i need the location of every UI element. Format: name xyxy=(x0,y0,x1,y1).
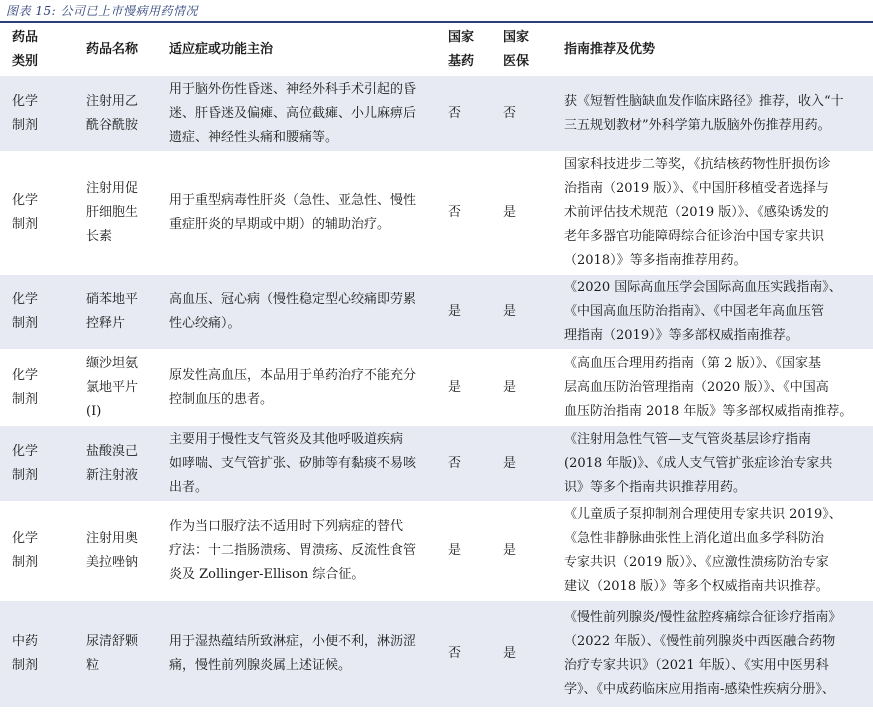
cell-type: 中药 制剂 xyxy=(0,601,68,707)
figure-caption: 图表 15: 公司已上市慢病用药情况 xyxy=(6,4,198,18)
cell-national-insurance: 是 xyxy=(493,275,552,349)
cell-national-insurance: 否 xyxy=(493,76,552,151)
cell-national-essential: 否 xyxy=(436,426,493,501)
cell-national-essential: 是 xyxy=(448,543,462,558)
cell-national-essential: 否 xyxy=(436,76,493,151)
header-indication: 适应症或功能主治 xyxy=(169,41,274,57)
cell-guide: 国家科技进步二等奖，《抗结核药物性肝损伤诊 治指南（2019 版）》、《中国肝移植受者选择与 术前评估技术规范（2019 版）》、《感染诱发的 老年多器官功能障碍综合征诊治中国专家共识 （2018）》等多指南推荐用药。 xyxy=(564,157,831,268)
header-type: 药品 类别 xyxy=(12,29,39,69)
cell-name: 注射用奥 美拉唑钠 xyxy=(86,531,139,570)
cell-national-essential: 是 xyxy=(448,379,462,395)
cell-national-essential: 否 xyxy=(448,205,462,220)
cell-type: 化学 制剂 xyxy=(0,426,68,501)
cell-indication: 用于湿热蕴结所致淋症，小便不利，淋沥涩 痛，慢性前列腺炎属上述证候。 xyxy=(149,601,436,707)
cell-type: 化学 制剂 xyxy=(12,193,39,232)
cell-type: 化学 制剂 xyxy=(12,367,39,407)
cell-indication: 原发性高血压，本品用于单药治疗不能充分 控制血压的患者。 xyxy=(169,367,417,407)
cell-guide: 《慢性前列腺炎/慢性盆腔疼痛综合征诊疗指南》 （2022 年版）、《慢性前列腺炎中西医融合药物 治疗专家共识》（2021 年版）、《实用中医男科 学》、《中成药临床应用指南-感染性疾病分册》、 xyxy=(552,601,873,707)
cell-name: 硝苯地平 控释片 xyxy=(68,275,149,349)
cell-type: 化学 制剂 xyxy=(12,531,39,570)
cell-guide: 获《短暂性脑缺血发作临床路径》推荐，收入“十 三五规划教材”外科学第九版脑外伤推荐用药。 xyxy=(552,76,873,151)
cell-indication: 高血压、冠心病（慢性稳定型心绞痛即劳累 性心绞痛）。 xyxy=(149,275,436,349)
drug-table xyxy=(0,23,873,707)
cell-national-insurance: 是 xyxy=(503,379,517,395)
cell-national-insurance: 是 xyxy=(493,426,552,501)
cell-national-insurance: 是 xyxy=(493,601,552,707)
cell-type: 化学 制剂 xyxy=(0,275,68,349)
cell-name: 注射用乙 酰谷酰胺 xyxy=(68,76,149,151)
header-national-essential: 国家 基药 xyxy=(448,29,475,69)
cell-guide: 《高血压合理用药指南（第 2 版）》、《国家基 层高血压防治管理指南（2020 版）》、《中国高 血压防治指南 2018 年版》等多部权威指南推荐。 xyxy=(564,355,853,419)
cell-name: 盐酸溴己 新注射液 xyxy=(68,426,149,501)
cell-guide: 《2020 国际高血压学会国际高血压实践指南》、 《中国高血压防治指南》、《中国老年高血压管 理指南（2019）》等多部权威指南推荐。 xyxy=(552,275,873,349)
cell-guide: 《注射用急性气管—支气管炎基层诊疗指南 (2018 年版)》、《成人支气管扩张症诊治专家共 识》等多个指南共识推荐用药。 xyxy=(552,426,873,501)
cell-type: 化学 制剂 xyxy=(0,76,68,151)
header-guide: 指南推荐及优势 xyxy=(564,41,656,57)
cell-indication: 主要用于慢性支气管炎及其他呼吸道疾病 如哮喘、支气管扩张、矽肺等有黏痰不易咳 出者。 xyxy=(149,426,436,501)
cell-national-insurance: 是 xyxy=(503,205,517,220)
cell-name: 注射用促 肝细胞生 长素 xyxy=(86,181,139,244)
cell-name: 尿清舒颗 粒 xyxy=(68,601,149,707)
cell-national-essential: 是 xyxy=(436,275,493,349)
cell-national-insurance: 是 xyxy=(503,543,517,558)
cell-indication: 用于重型病毒性肝炎（急性、亚急性、慢性 重症肝炎的早期或中期）的辅助治疗。 xyxy=(169,193,417,232)
cell-name: 缬沙坦氨 氯地平片 (I) xyxy=(86,355,139,419)
header-national-insurance: 国家 医保 xyxy=(503,29,530,69)
cell-indication: 作为当口服疗法不适用时下列病症的替代 疗法：十二指肠溃疡、胃溃疡、反流性食管 炎及 Zollinger-Ellison 综合征。 xyxy=(169,519,417,582)
cell-indication: 用于脑外伤性昏迷、神经外科手术引起的昏 迷、肝昏迷及偏瘫、高位截瘫、小儿麻痹后 遗症、神经性头痛和腰痛等。 xyxy=(149,76,436,151)
header-name: 药品名称 xyxy=(86,41,139,57)
cell-guide: 《儿童质子泵抑制剂合理使用专家共识 2019》、 《急性非静脉曲张性上消化道出血多学科防治 专家共识（2019 版）》、《应激性溃疡防治专家 建议（2018 版）》等多个权威指南共识推荐。 xyxy=(564,507,842,594)
cell-national-essential: 否 xyxy=(436,601,493,707)
